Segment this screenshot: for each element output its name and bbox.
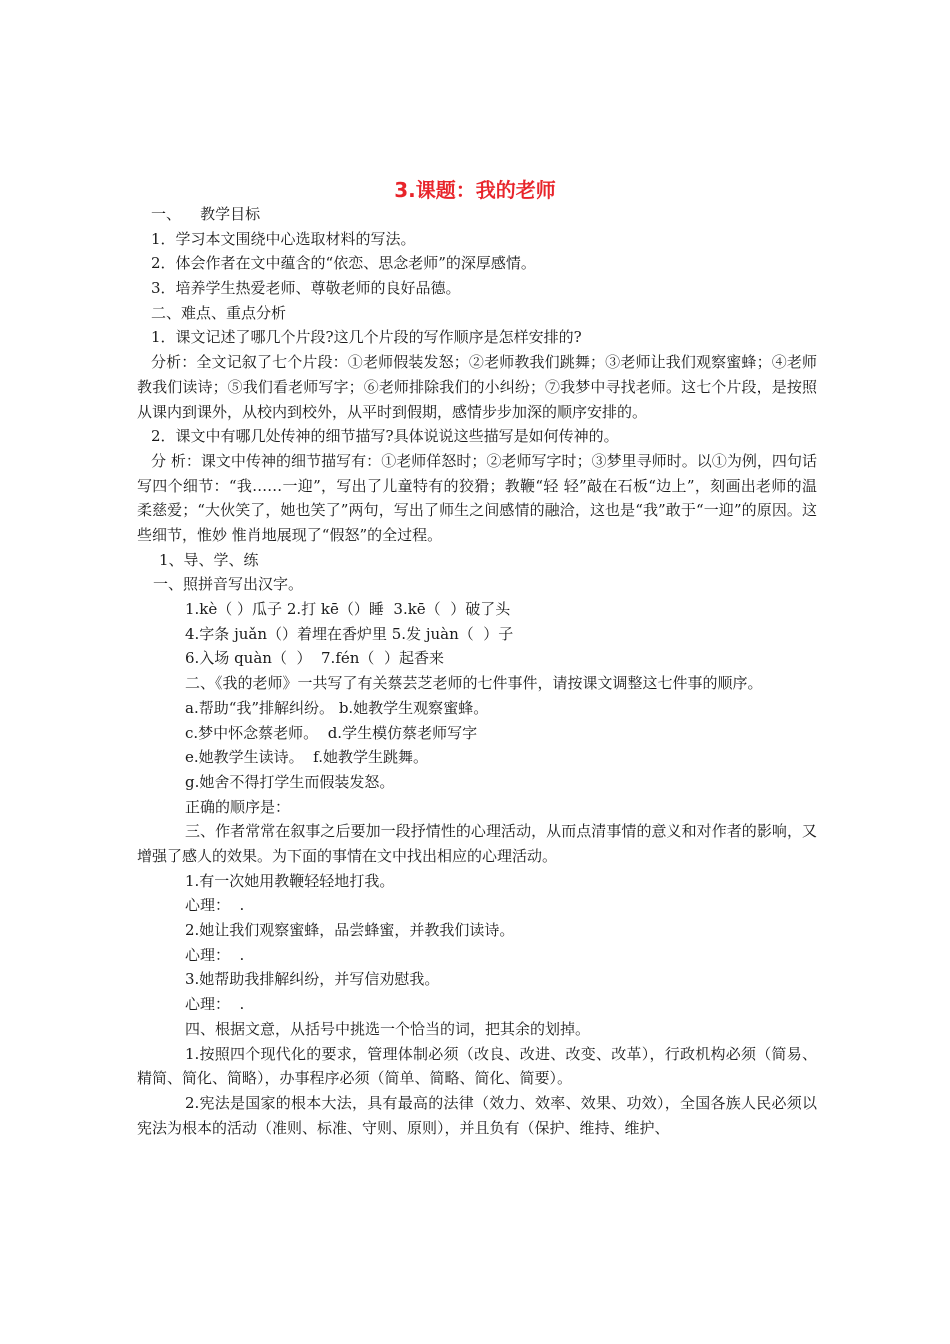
objective-item: 1．学习本文围绕中心选取材料的写法。	[151, 229, 416, 248]
analysis-paragraph: 分析：全文记叙了七个片段：①老师假装发怒；②老师教我们跳舞；③老师让我们观察蜜蜂；④老师教我们读诗；⑤我们看老师写字；⑥老师排除我们的小纠纷；⑦我梦中寻找老师。这七个片段，是按照从课内到课外，从校内到校外，从平时到假期，感情步步加深的顺序安排的。	[137, 353, 817, 421]
section-heading-practice: 1、导、学、练	[159, 550, 259, 569]
answer-prompt: 心理： .	[185, 896, 245, 915]
exercise-item: c.梦中怀念蔡老师。 d.学生模仿蔡老师写字	[185, 723, 478, 742]
exercise-heading: 一、照拼音写出汉字。	[153, 575, 304, 594]
analysis-question: 2．课文中有哪几处传神的细节描写?具体说说这些描写是如何传神的。	[151, 427, 619, 446]
exercise-heading: 三、作者常常在叙事之后要加一段抒情性的心理活动，从而点清事情的意义和对作者的影响，又增强了感人的效果。为下面的事情在文中找出相应的心理活动。	[137, 822, 817, 866]
exercise-item: 3.她帮助我排解纠纷，并写信劝慰我。	[185, 970, 440, 989]
objective-item: 2．体会作者在文中蕴含的“依恋、思念老师”的深厚感情。	[151, 254, 536, 273]
exercise-item: 2.她让我们观察蜜蜂，品尝蜂蜜，并教我们读诗。	[185, 921, 515, 940]
exercise-heading: 四、根据文意，从括号中挑选一个恰当的词，把其余的划掉。	[185, 1019, 591, 1038]
exercise-item: 6.入场 quàn（ ） 7.fén（ ）起香来	[185, 649, 444, 668]
analysis-paragraph: 分 析：课文中传神的细节描写有：①老师佯怒时；②老师写字时；③梦里寻师时。以①为例，四句话写四个细节：“我……一迎”，写出了儿童特有的狡猾；教鞭“轻 轻”敲在石板“边上”，刻画出老师的温柔慈爱；“大伙笑了，她也笑了”两句，写出了师生之间感情的融洽，这也是“我”敢于“一迎”的原因。这些细节，惟妙 惟肖地展现了“假怒”的全过程。	[137, 451, 817, 545]
exercise-item: 1.按照四个现代化的要求，管理体制必须（改良、改进、改变、改革），行政机构必须（简易、精简、简化、简略），办事程序必须（简单、简略、简化、简要）。	[137, 1044, 817, 1088]
exercise-item: 1.kè（ ）瓜子 2.打 kē（）睡 3.kē（ ）破了头	[185, 600, 511, 619]
section-heading-objectives: 一、 教学目标	[151, 205, 261, 223]
exercise-item: g.她舍不得打学生而假装发怒。	[185, 772, 395, 791]
exercise-item: 1.有一次她用教鞭轻轻地打我。	[185, 871, 395, 890]
answer-prompt: 正确的顺序是：	[185, 797, 291, 816]
document-body	[137, 202, 817, 1140]
section-heading-analysis: 二、难点、重点分析	[151, 303, 287, 322]
exercise-item: e.她教学生读诗。 f.她教学生跳舞。	[185, 748, 428, 767]
exercise-item: 2.宪法是国家的根本大法，具有最高的法律（效力、效率、效果、功效），全国各族人民必须以宪法为根本的活动（准则、标准、守则、原则），并且负有（保护、维持、维护、	[137, 1093, 817, 1137]
exercise-heading: 二、《我的老师》一共写了有关蔡芸芝老师的七件事件，请按课文调整这七件事的顺序。	[185, 674, 763, 693]
analysis-question: 1．课文记述了哪几个片段?这几个片段的写作顺序是怎样安排的?	[151, 328, 582, 347]
lesson-title: 3.课题：我的老师	[394, 178, 556, 202]
answer-prompt: 心理： .	[185, 945, 245, 964]
exercise-item: 4.字条 juǎn（）着埋在香炉里 5.发 juàn（ ）子	[185, 624, 514, 643]
answer-prompt: 心理： .	[185, 995, 245, 1014]
exercise-item: a.帮助“我”排解纠纷。 b.她教学生观察蜜蜂。	[185, 698, 489, 717]
objective-item: 3．培养学生热爱老师、尊敬老师的良好品德。	[151, 279, 461, 298]
